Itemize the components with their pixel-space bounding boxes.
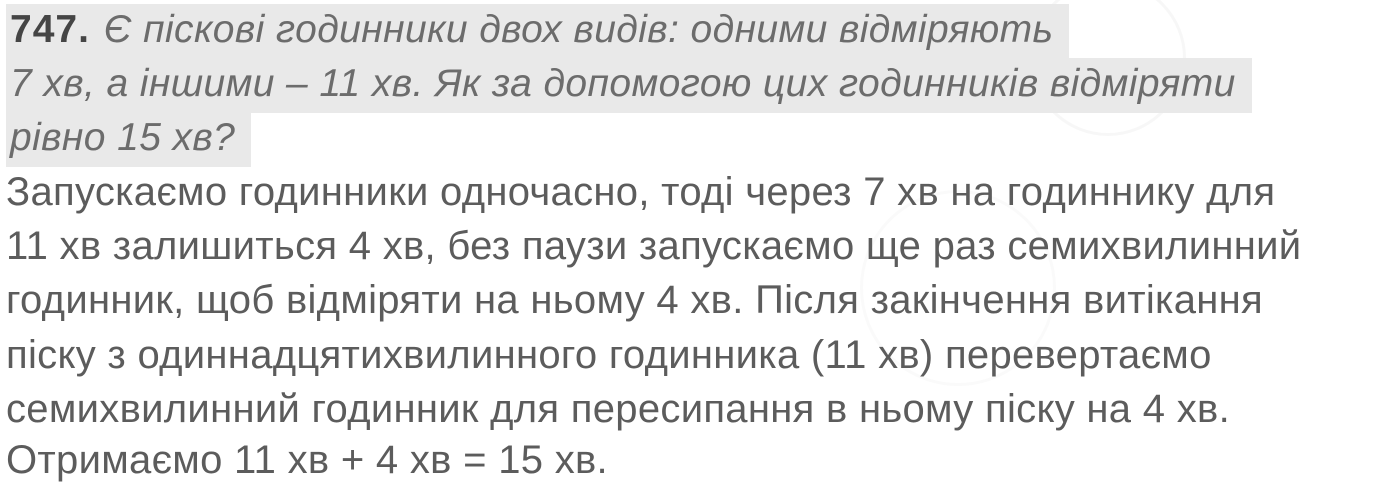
problem-statement-text: рівно 15 хв? <box>10 116 236 159</box>
solution-line: Запускаємо годинники одночасно, тоді через 7 хв на годиннику для <box>6 170 1276 214</box>
solution-line: піску з одиннадцятихвилинного годинника (11 хв) перевертаємо <box>6 333 1212 377</box>
highlight <box>6 58 1252 113</box>
solution-line: годинник, щоб відміряти на ньому 4 хв. Після закінчення витікання <box>6 278 1263 322</box>
solution-line: 11 хв залишиться 4 хв, без паузи запускаємо ще раз семихвилинний <box>6 224 1302 268</box>
highlight <box>6 4 1069 59</box>
problem-statement-text: Є піскові годинники двох видів: одними відміряють <box>103 8 1054 51</box>
problem-statement-line <box>6 6 1069 54</box>
solution-line: Отримаємо 11 хв + 4 хв = 15 хв. <box>6 438 608 482</box>
problem-statement-text: 7 хв, а іншими – 11 хв. Як за допомогою цих годинників відміряти <box>10 62 1236 105</box>
problem-number: 747. <box>10 8 90 51</box>
problem-statement-line <box>6 60 1252 108</box>
highlight <box>6 112 251 167</box>
solution-line: семихвилинний годинник для пересипання в ньому піску на 4 хв. <box>6 387 1230 431</box>
problem-statement-line <box>6 114 251 162</box>
